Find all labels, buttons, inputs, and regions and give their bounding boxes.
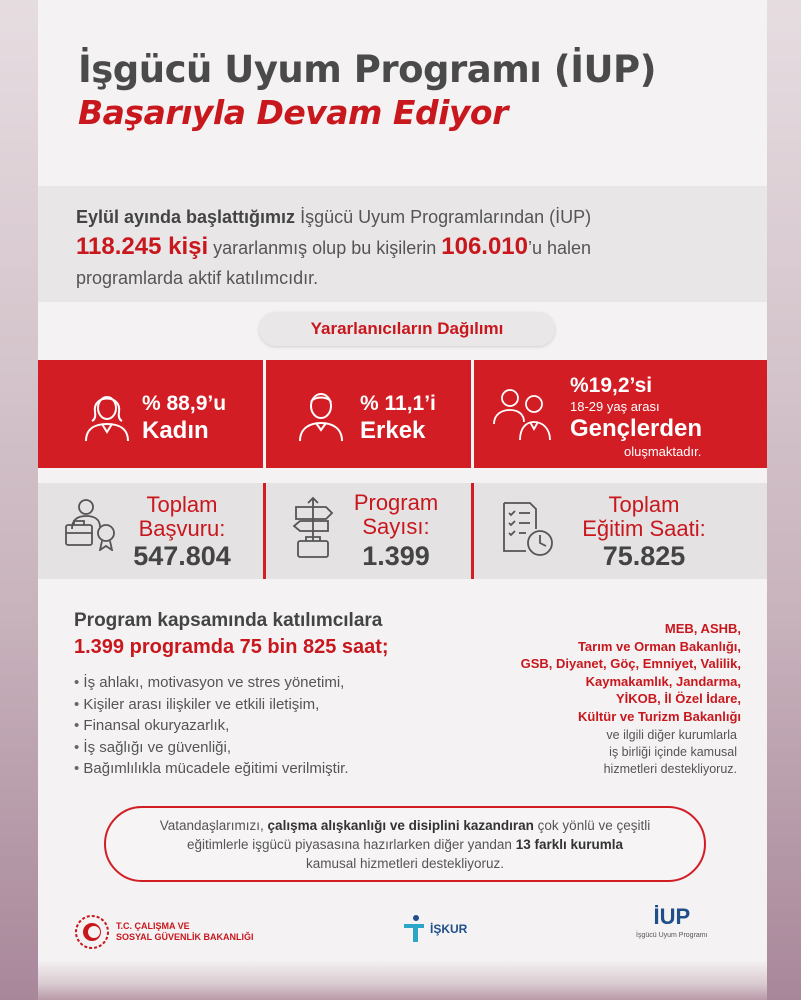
note-text: eğitimlerle işgücü piyasasına hazırlarken diğer yandan: [187, 836, 516, 852]
institution-line: YİKOB, İl Özel İdare,: [616, 691, 741, 706]
ministry-logo: [74, 914, 254, 950]
list-item: • İş sağlığı ve güvenliği,: [74, 737, 349, 759]
intro-line-1: [76, 202, 767, 232]
decorative-lace: [38, 960, 767, 1000]
list-item: • Finansal okuryazarlık,: [74, 715, 349, 737]
note-line-3: kamusal hizmetleri destekliyoruz.: [305, 855, 505, 871]
list-item: • Kişiler arası ilişkiler ve etkili iletişim,: [74, 694, 349, 716]
tail-line: ve ilgili diğer kurumlarla: [606, 728, 737, 742]
iup-mark: İUP: [653, 904, 691, 929]
note-emphasis: çalışma alışkanlığı ve disiplini kazandıran: [267, 817, 534, 833]
list-item: • Bağımlılıkla mücadele eğitimi verilmiştir.: [74, 758, 349, 780]
ministry-name-line: SOSYAL GÜVENLİK BAKANLIĞI: [116, 932, 254, 942]
tail-line: iş birliği içinde kamusal: [609, 745, 737, 759]
youth-group-icon: [492, 384, 554, 444]
institution-tail: [461, 727, 741, 778]
summary-note: [104, 806, 706, 882]
youth-label: Gençlerden: [570, 415, 703, 442]
institution-line: GSB, Diyanet, Göç, Emniyet, Valilik,: [520, 656, 741, 671]
caption-line: Sayısı:: [362, 514, 430, 539]
program-heading-line-2: 1.399 programda 75 bin 825 saat;: [74, 636, 389, 658]
left-backdrop: [0, 0, 38, 1000]
iskur-logo: [402, 914, 467, 944]
women-label: Kadın: [142, 417, 209, 444]
stat-applications-caption: [102, 493, 262, 541]
iup-logo: [636, 904, 708, 939]
distribution-youth: [474, 360, 767, 468]
tail-line: hizmetleri destekliyoruz.: [603, 762, 737, 776]
caption-line: Başvuru:: [138, 516, 226, 541]
intro-line-3: programlarda aktif katılımcıdır.: [76, 268, 319, 288]
intro-mid: yararlanmış olup bu kişilerin: [208, 238, 442, 258]
ministry-name: [116, 921, 254, 943]
note-emphasis: 13 farklı kurumla: [515, 836, 623, 852]
stat-applications: [38, 483, 266, 579]
intro-lead: Eylül ayında başlattığımız: [76, 207, 296, 227]
intro-paragraph: [38, 186, 767, 302]
program-heading-line-1: Program kapsamında katılımcılara: [74, 610, 383, 631]
men-percent: % 11,1’i: [360, 392, 436, 415]
partner-institutions: [461, 620, 741, 778]
ministry-seal-icon: [74, 914, 110, 950]
iup-caption: İşgücü Uyum Programı: [636, 932, 708, 939]
note-line-1: [160, 816, 650, 835]
intro-lead-rest: İşgücü Uyum Programlarından (İUP): [295, 207, 592, 227]
note-text: Vatandaşlarımızı,: [159, 817, 268, 833]
list-item: • İş ahlakı, motivasyon ve stres yönetimi,: [74, 672, 349, 694]
distribution-row: [38, 360, 767, 468]
training-topics-list: [74, 672, 349, 780]
women-percent: % 88,9’u: [142, 392, 227, 415]
youth-tail: oluşmaktadır.: [624, 444, 702, 459]
men-label: Erkek: [360, 417, 426, 444]
infographic-card: [38, 0, 767, 1000]
institution-line: Tarım ve Orman Bakanlığı,: [577, 638, 741, 654]
youth-percent: %19,2’si: [570, 374, 653, 397]
stat-programs: [266, 483, 474, 579]
ministry-name-line: T.C. ÇALIŞMA VE: [116, 921, 190, 931]
stat-training-hours-value: 75.825: [602, 541, 686, 571]
page-title: İşgücü Uyum Programı (İUP): [78, 48, 657, 91]
man-icon: [296, 386, 346, 442]
header: [78, 48, 656, 132]
active-count: 106.010: [441, 233, 529, 260]
distribution-women: [38, 360, 266, 468]
distribution-men: [266, 360, 474, 468]
note-text: çok yönlü ve çeşitli: [533, 817, 651, 833]
iskur-mark-icon: [402, 914, 426, 944]
program-heading: [74, 610, 389, 659]
participants-count: 118.245 kişi: [76, 233, 209, 260]
page-subtitle: Başarıyla Devam Ediyor: [78, 93, 508, 132]
stat-programs-caption: [326, 491, 466, 539]
caption-line: Program: [353, 490, 439, 515]
intro-line-2: [76, 232, 767, 263]
iskur-name: İŞKUR: [430, 922, 468, 936]
stat-programs-value: 1.399: [362, 541, 430, 571]
institution-line: MEB, ASHB,: [664, 621, 741, 636]
footer-logos: [38, 900, 767, 1000]
stat-training-hours: [474, 483, 767, 579]
stat-applications-value: 547.804: [133, 541, 231, 571]
youth-age-range: 18-29 yaş arası: [570, 399, 660, 414]
institution-line: Kaymakamlık, Jandarma,: [585, 673, 741, 689]
caption-line: Eğitim Saati:: [582, 516, 706, 541]
caption-line: Toplam: [146, 492, 218, 517]
institution-line: Kültür ve Turizm Bakanlığı: [577, 708, 741, 724]
caption-line: Toplam: [608, 492, 680, 517]
stat-training-hours-caption: [544, 493, 744, 541]
intro-suffix: ’u halen: [528, 238, 592, 258]
woman-icon: [82, 386, 132, 442]
stats-row: [38, 483, 767, 579]
note-line-2: [187, 835, 623, 854]
right-backdrop: [763, 0, 801, 1000]
distribution-title: Yararlanıcıların Dağılımı: [259, 312, 555, 346]
